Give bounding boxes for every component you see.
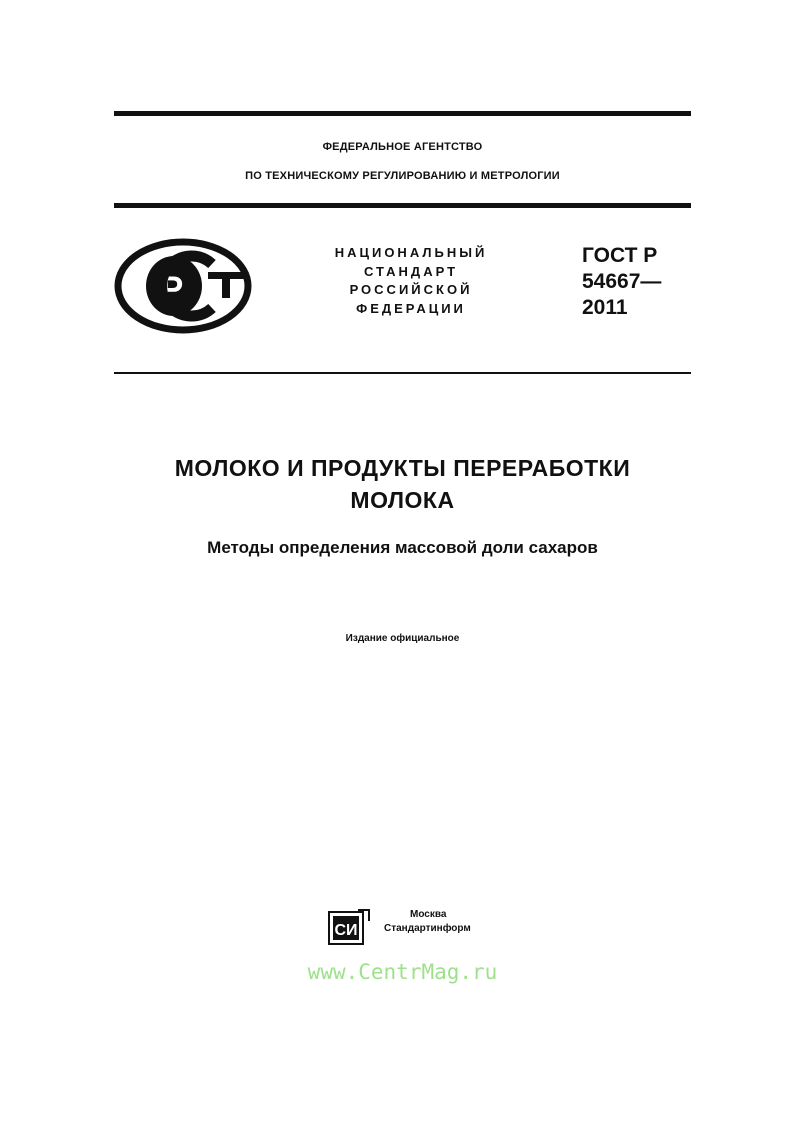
gost-line: 2011 [582, 296, 628, 319]
document-subtitle: Методы определения массовой доли сахаров [207, 538, 598, 557]
top-rule [114, 111, 691, 116]
watermark-url: www.CentrMag.ru [307, 960, 498, 984]
national-standard-label [300, 244, 522, 318]
publisher-city: Москва [410, 909, 447, 920]
national-line: СТАНДАРТ [363, 263, 459, 279]
national-line: НАЦИОНАЛЬНЫЙ [334, 245, 488, 260]
national-line: ФЕДЕРАЦИИ [356, 300, 466, 316]
agency-line-1: ФЕДЕРАЛЬНОЕ АГЕНТСТВО [322, 141, 483, 153]
document-title-line-2: МОЛОКА [350, 487, 455, 513]
rst-certification-logo [114, 238, 252, 334]
header-rule [114, 203, 691, 208]
gost-line: 54667— [582, 270, 662, 293]
edition-label: Издание официальное [345, 633, 460, 644]
gost-designation [582, 243, 661, 321]
publisher-name: Стандартинформ [384, 923, 471, 934]
document-title-line-1: МОЛОКО И ПРОДУКТЫ ПЕРЕРАБОТКИ [174, 455, 631, 481]
gost-line: ГОСТ Р [582, 244, 658, 267]
svg-text:Р: Р [160, 270, 184, 308]
national-line: РОССИЙСКОЙ [349, 282, 473, 297]
svg-text:СИ: СИ [334, 922, 358, 939]
section-rule [114, 372, 691, 374]
publisher-info [384, 908, 471, 936]
standartinform-logo [328, 909, 370, 945]
agency-line-2: ПО ТЕХНИЧЕСКОМУ РЕГУЛИРОВАНИЮ И МЕТРОЛОГИИ [245, 170, 560, 182]
